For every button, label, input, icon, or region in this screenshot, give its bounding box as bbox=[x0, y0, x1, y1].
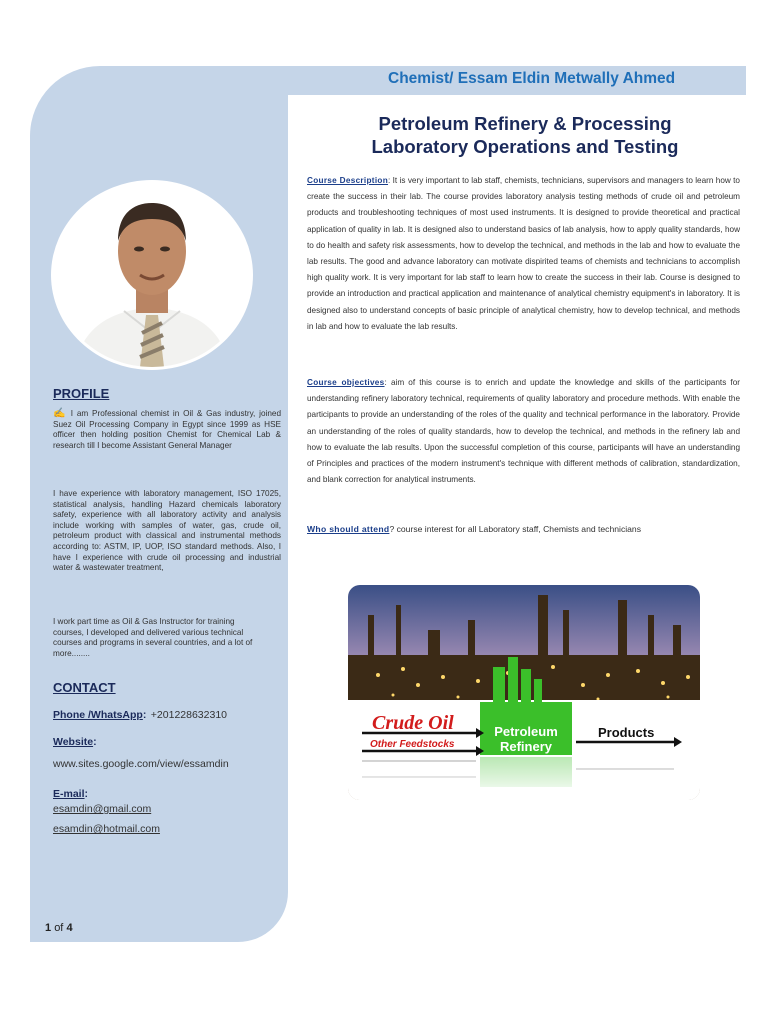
phone-label: Phone /WhatsApp bbox=[53, 709, 143, 721]
refinery-illustration bbox=[348, 585, 700, 800]
page-title bbox=[300, 112, 750, 158]
other-feedstocks-label: Other Feedstocks bbox=[370, 739, 455, 750]
who-should-attend: Who should attend? course interest for all Laboratory staff, Chemists and technicians bbox=[307, 524, 642, 534]
email-link-2[interactable]: esamdin@hotmail.com bbox=[53, 823, 160, 835]
person-portrait-icon bbox=[54, 183, 250, 367]
profile-heading: PROFILE bbox=[53, 386, 110, 401]
website-label: Website bbox=[53, 736, 94, 748]
refinery-label-2: Refinery bbox=[499, 739, 553, 754]
page-number: 1 of 4 bbox=[45, 922, 73, 934]
crude-oil-label: Crude Oil bbox=[372, 712, 454, 734]
profile-paragraph-1: ✍ I am Professional chemist in Oil & Gas industry, joined Suez Oil Processing Company in Egypt since 1999 as HSE officer then holding position Chemist for Chemical Lab & research till I become Assistant General Manager bbox=[53, 408, 281, 450]
phone-value[interactable]: +201228632310 bbox=[150, 709, 228, 721]
email-row: E-mail: bbox=[53, 788, 89, 800]
course-description-label: Course Description bbox=[307, 176, 389, 185]
course-objectives: Course objectives: aim of this course is to enrich and update the knowledge and skills of the participants for understanding refinery laboratory technical, requirements of quality laboratory and procedure methods. With enable the participants to provide an understanding of the roles of the quality and technical performance in the laboratory. Provide an understanding of the roles of quality standards, how to develop the technical, and methods in the refinery lab and how to evaluate the lab results. Upon the successful completion of this course, participants will have an understanding of Principles and practices of the modern instrument's technique with different methods of calibration, standardization, and blank correction for analytical instruments. bbox=[307, 378, 740, 485]
email-label: E-mail bbox=[53, 788, 85, 800]
products-label: Products bbox=[598, 725, 655, 740]
course-objectives-label: Course objectives bbox=[307, 378, 385, 387]
profile-photo bbox=[51, 180, 253, 370]
title-line-2: Laboratory Operations and Testing bbox=[371, 136, 679, 157]
who-should-attend-label: Who should attend bbox=[307, 524, 390, 534]
refinery-label-1: Petroleum bbox=[494, 724, 558, 739]
profile-paragraph-3: I work part time as Oil & Gas Instructor for training courses, I developed and delivered various technical courses and programs in several countries, and a lot of more........ bbox=[53, 617, 253, 658]
website-row: Website: bbox=[53, 736, 97, 748]
email-link-1[interactable]: esamdin@gmail.com bbox=[53, 803, 152, 815]
course-description: Course Description: It is very important to lab staff, chemists, technicians, supervisors and managers to learn how to create the success in their lab. The course provides laboratory analysis testing methods of crude oil and petroleum products and troubleshooting techniques of most used instruments. It is designed to provide theoretical and practical application of quality in lab. It is designed also to understand basics of lab analysis, how to apply quality standards, how to do health and safety risk assessments, how to develop the technical, and methods in the lab and how to evaluate the lab results. The good and advance laboratory can motivate dispirited teams of chemists and technicians to accomplish high quality work. It is very important for lab staff to learn how to create the success in their lab. Course is designed to provide an introduction and practical application and maintenance of analytical chemistry equipment's in laboratory. It is designed also to understand concepts of basic principle of analytical chemistry, how to develop technical, and methods in lab and how to evaluate the lab results. bbox=[307, 176, 740, 331]
profile-paragraph-2: I have experience with laboratory management, ISO 17025, statistical analysis, handling Hazard chemicals laboratory safety, experience with all laboratory activity and analysis include working with samples of water, gas, crude oil, petroleum product with classical and instrumental methods according to: ASTM, IP, UOP, ISO standard methods. Also, I have I experience with crude oil processing and industrial water & wastewater treatment, bbox=[53, 489, 281, 573]
contact-heading: CONTACT bbox=[53, 680, 116, 695]
refinery-graphic bbox=[348, 585, 700, 800]
phone-row: Phone /WhatsApp: +201228632310 bbox=[53, 709, 228, 721]
header-title: Chemist/ Essam Eldin Metwally Ahmed bbox=[388, 70, 676, 87]
title-line-1: Petroleum Refinery & Processing bbox=[378, 113, 672, 134]
website-link[interactable]: www.sites.google.com/view/essamdin bbox=[53, 758, 229, 770]
pen-icon: ✍ bbox=[53, 408, 67, 419]
